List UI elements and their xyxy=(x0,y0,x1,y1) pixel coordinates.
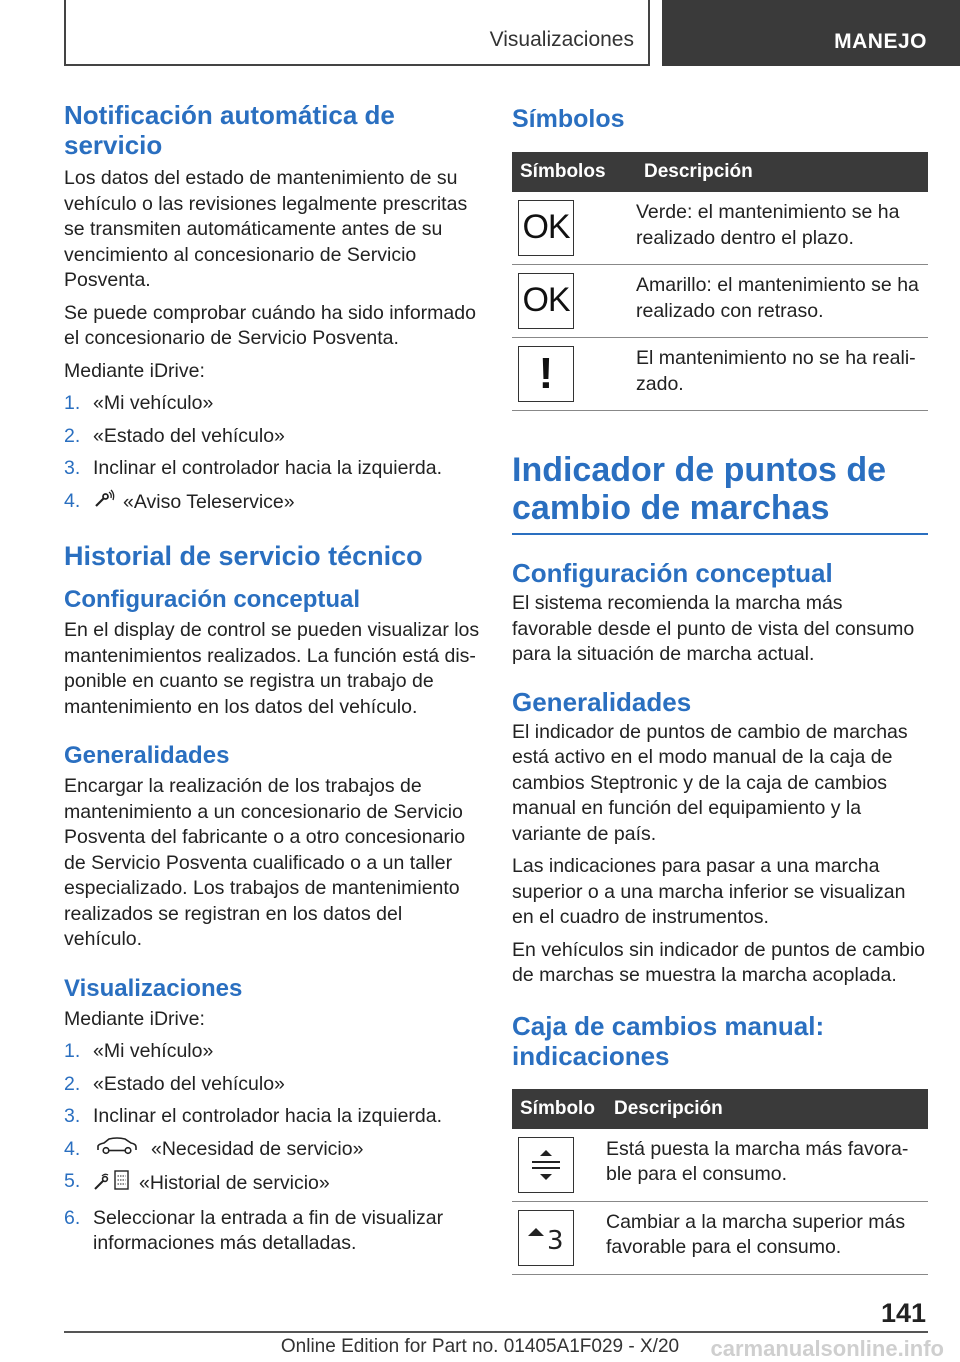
right-column xyxy=(512,100,928,1275)
heading-visualizaciones: Visualizaciones xyxy=(64,974,243,1002)
table-row xyxy=(512,338,928,411)
table-row xyxy=(512,1201,928,1274)
paragraph: Las indicaciones para pasar a una marcha superior o a una marcha inferior se visualizan en el cuadro de instrumentos. xyxy=(512,855,906,928)
table-cell: El mantenimiento no se ha realizado. xyxy=(636,338,928,411)
list-item: 1. «Mi vehículo» xyxy=(64,392,214,414)
heading-configuracion: Configuración conceptual xyxy=(64,586,361,613)
table-row xyxy=(512,1129,928,1202)
paragraph: Encargar la realización de los trabajos de mantenimiento a un concesionario de Servicio Posventa del fabricante o a otro concesionario de Servicio Posventa cualificado o a un taller especializado. Los trabajos de mantenimiento realizados se registran en los datos del vehículo. xyxy=(64,775,466,950)
table-cell: Verde: el mantenimiento se ha realizado dentro el plazo. xyxy=(636,192,928,265)
heading-generalidades: Generalidades xyxy=(64,742,230,769)
symbols-table xyxy=(512,152,928,411)
list-item: 5. «Historial de servicio» xyxy=(64,1169,480,1199)
steps-list-1 xyxy=(64,391,480,516)
watermark: carmanualsonline.info xyxy=(710,1336,944,1361)
table-cell: Cambiar a la marcha superior más favorable para el consumo. xyxy=(606,1201,928,1274)
optimal-gear-icon xyxy=(518,1137,574,1193)
list-item: 2. «Estado del vehículo» xyxy=(64,424,285,447)
exclamation-icon: ! xyxy=(518,346,574,402)
heading-indicador: Indicador de puntos de cambio de marchas xyxy=(512,451,928,535)
header-chapter-tab xyxy=(662,0,960,66)
list-item: 4. «Aviso Teleservice» xyxy=(64,489,480,517)
paragraph: El indicador de puntos de cambio de marchas está activo en el modo manual de la caja de cambios Steptronic y de la caja de cambios manual en función del equipamiento y la variante de país. xyxy=(512,720,908,845)
list-item: 4. «Necesidad de servicio» xyxy=(64,1137,480,1163)
paragraph: Mediante iDrive: xyxy=(64,1007,205,1030)
teleservice-wrench-icon xyxy=(93,489,115,517)
header-section-box xyxy=(64,0,650,66)
list-item: 3. Inclinar el controlador hacia la izquierda. xyxy=(64,457,443,479)
paragraph: Los datos del estado de mantenimiento de su vehículo o las revisiones legalmente prescritas se transmiten automáticamente antes de su vencimiento al concesionario de Servicio Posventa. xyxy=(64,167,468,291)
gear-table xyxy=(512,1089,928,1275)
table-cell: Está puesta la marcha más favorable para el consumo. xyxy=(606,1129,928,1202)
car-icon xyxy=(95,1137,139,1163)
heading-caja: Caja de cambios manual: indicaciones xyxy=(512,1010,825,1071)
table-header: Símbolos xyxy=(512,152,636,192)
steps-list-2 xyxy=(64,1039,480,1257)
shift-up-icon xyxy=(518,1210,574,1266)
table-header: Descripción xyxy=(636,152,928,192)
heading-historial: Historial de servicio técnico xyxy=(64,541,423,571)
table-row xyxy=(512,265,928,338)
heading-notificacion: Notificación automática de servicio xyxy=(64,100,395,160)
page-header xyxy=(0,0,960,66)
paragraph: Se puede comprobar cuándo ha sido informado el concesionario de Servicio Posventa. xyxy=(64,301,476,349)
table-row xyxy=(512,192,928,265)
heading-configuracion-right: Configuración conceptual xyxy=(512,558,833,588)
svg-text:3: 3 xyxy=(547,1225,564,1253)
page-number: 141 xyxy=(880,1298,926,1328)
paragraph: En vehículos sin indicador de puntos de cambio de marchas se muestra la marcha acoplada. xyxy=(512,938,926,986)
list-item: 1. «Mi vehículo» xyxy=(64,1040,214,1062)
ok-green-icon: OK xyxy=(518,200,574,256)
service-history-icon xyxy=(93,1169,131,1199)
ok-yellow-icon: OK xyxy=(518,273,574,329)
list-item: 2. «Estado del vehículo» xyxy=(64,1072,285,1095)
paragraph: Mediante iDrive: xyxy=(64,359,205,382)
heading-simbolos: Símbolos xyxy=(512,105,625,133)
header-chapter-label: MANEJO xyxy=(834,30,927,53)
left-column xyxy=(64,100,480,1265)
header-section-title: Visualizaciones xyxy=(489,28,634,51)
list-item: 6. Seleccionar la entrada a fin de visualizar informaciones más detalladas. xyxy=(64,1206,444,1255)
paragraph: El sistema recomienda la marcha más favorable desde el punto de vista del consumo para la situación de marcha actual. xyxy=(512,592,915,665)
footer-edition: Online Edition for Part no. 01405A1F029 - X/20 xyxy=(280,1336,680,1357)
table-cell: Amarillo: el mantenimiento se ha realizado con retraso. xyxy=(636,265,928,338)
heading-generalidades-right: Generalidades xyxy=(512,686,692,717)
footer-rule xyxy=(64,1331,928,1333)
table-header: Descripción xyxy=(606,1089,928,1129)
table-header: Símbolo xyxy=(512,1089,606,1129)
list-item: 3. Inclinar el controlador hacia la izquierda. xyxy=(64,1105,443,1127)
paragraph: En el display de control se pueden visualizar los mantenimientos realizados. La función está disponible en cuanto se registra un trabajo de mantenimiento en los datos del vehículo. xyxy=(64,619,480,718)
